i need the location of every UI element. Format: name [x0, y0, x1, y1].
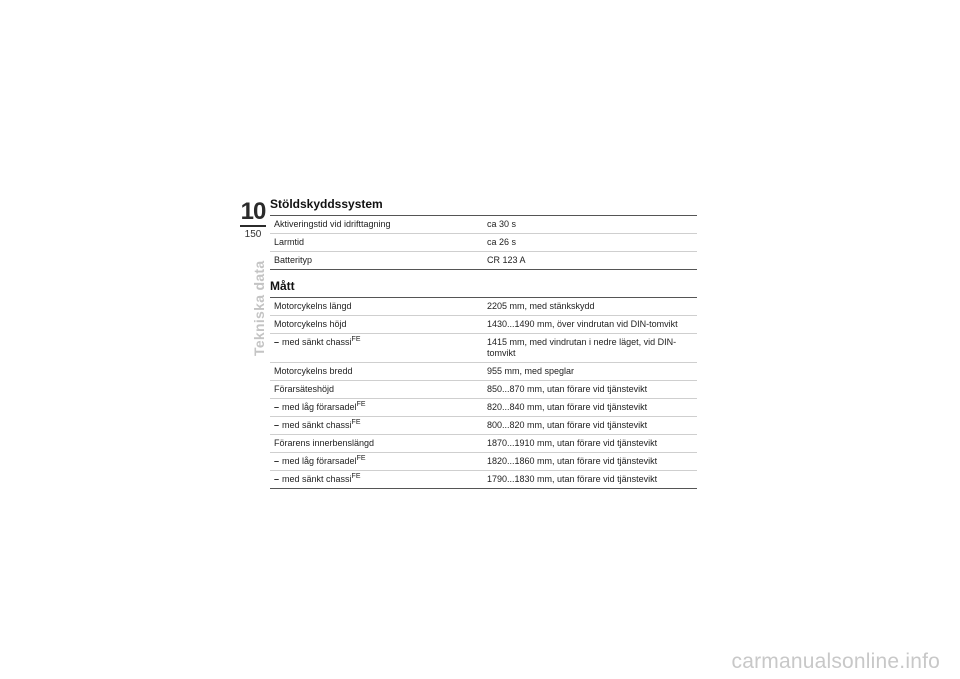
row-label-text: med sänkt chassi: [282, 337, 352, 347]
table-row: [270, 435, 697, 453]
section-heading-theft-alarm: Stöldskyddssystem: [270, 197, 383, 211]
row-label-text: med låg förarsadel: [282, 402, 357, 412]
row-value: ca 30 s: [487, 219, 517, 229]
spec-table-theft-alarm: [270, 215, 697, 270]
table-row: [270, 252, 697, 270]
row-value: 850...870 mm, utan förare vid tjänstevikt: [483, 381, 697, 399]
chapter-marker: [240, 200, 266, 240]
row-label-text: med sänkt chassi: [282, 474, 352, 484]
option-marker: FE: [351, 336, 361, 343]
dash-marker: –: [274, 456, 280, 466]
table-row: [270, 453, 697, 471]
table-row: [270, 381, 697, 399]
table-row: [270, 298, 697, 316]
row-label: Motorcykelns längd: [274, 301, 352, 311]
dash-marker: –: [274, 337, 280, 347]
row-value: 955 mm, med speglar: [483, 363, 697, 381]
row-label-sub: [270, 471, 483, 489]
row-value: 800...820 mm, utan förare vid tjänstevikt: [483, 417, 697, 435]
page-number: 150: [244, 229, 262, 240]
row-label-text: med sänkt chassi: [282, 420, 352, 430]
option-marker: FE: [356, 401, 366, 408]
table-row: [270, 316, 697, 334]
row-value: 2205 mm, med stänkskydd: [487, 301, 595, 311]
table-row: [270, 399, 697, 417]
row-label-sub: [270, 334, 483, 363]
page-content: [270, 197, 697, 489]
option-marker: FE: [356, 455, 366, 462]
row-label-sub: [270, 453, 483, 471]
row-value: 820...840 mm, utan förare vid tjänstevikt: [483, 399, 697, 417]
dash-marker: –: [274, 402, 280, 412]
table-row: [270, 216, 697, 234]
row-label: Förarens innerbenslängd: [270, 435, 483, 453]
row-label: Förarsäteshöjd: [270, 381, 483, 399]
watermark-text: carmanualsonline.info: [731, 650, 940, 673]
row-label: Batterityp: [270, 252, 483, 270]
option-marker: FE: [351, 419, 361, 426]
row-value: 1790...1830 mm, utan förare vid tjänstevikt: [483, 471, 697, 489]
table-row: [270, 471, 697, 489]
site-watermark: [0, 650, 960, 674]
row-value: 1415 mm, med vindrutan i nedre läget, vid DIN-tomvikt: [483, 334, 697, 363]
row-value: ca 26 s: [483, 234, 697, 252]
section-heading-dimensions: Mått: [270, 279, 295, 293]
row-value: 1870...1910 mm, utan förare vid tjänstevikt: [483, 435, 697, 453]
table-row: [270, 417, 697, 435]
row-value: CR 123 A: [483, 252, 697, 270]
row-label: Motorcykelns höjd: [270, 316, 483, 334]
chapter-divider: [240, 225, 266, 227]
table-row: [270, 363, 697, 381]
chapter-number: 10: [240, 198, 266, 225]
row-label: Larmtid: [270, 234, 483, 252]
table-row: [270, 334, 697, 363]
row-label: Motorcykelns bredd: [270, 363, 483, 381]
dash-marker: –: [274, 420, 280, 430]
row-label-sub: [270, 417, 483, 435]
chapter-title: Tekniska data: [251, 260, 267, 356]
option-marker: FE: [351, 473, 361, 480]
table-row: [270, 234, 697, 252]
row-label-sub: [270, 399, 483, 417]
row-value: 1820...1860 mm, utan förare vid tjänstevikt: [483, 453, 697, 471]
row-label-text: med låg förarsadel: [282, 456, 357, 466]
row-value: 1430...1490 mm, över vindrutan vid DIN-tomvikt: [483, 316, 697, 334]
row-label: Aktiveringstid vid idrifttagning: [274, 219, 391, 229]
dash-marker: –: [274, 474, 280, 484]
spec-table-dimensions: [270, 297, 697, 489]
